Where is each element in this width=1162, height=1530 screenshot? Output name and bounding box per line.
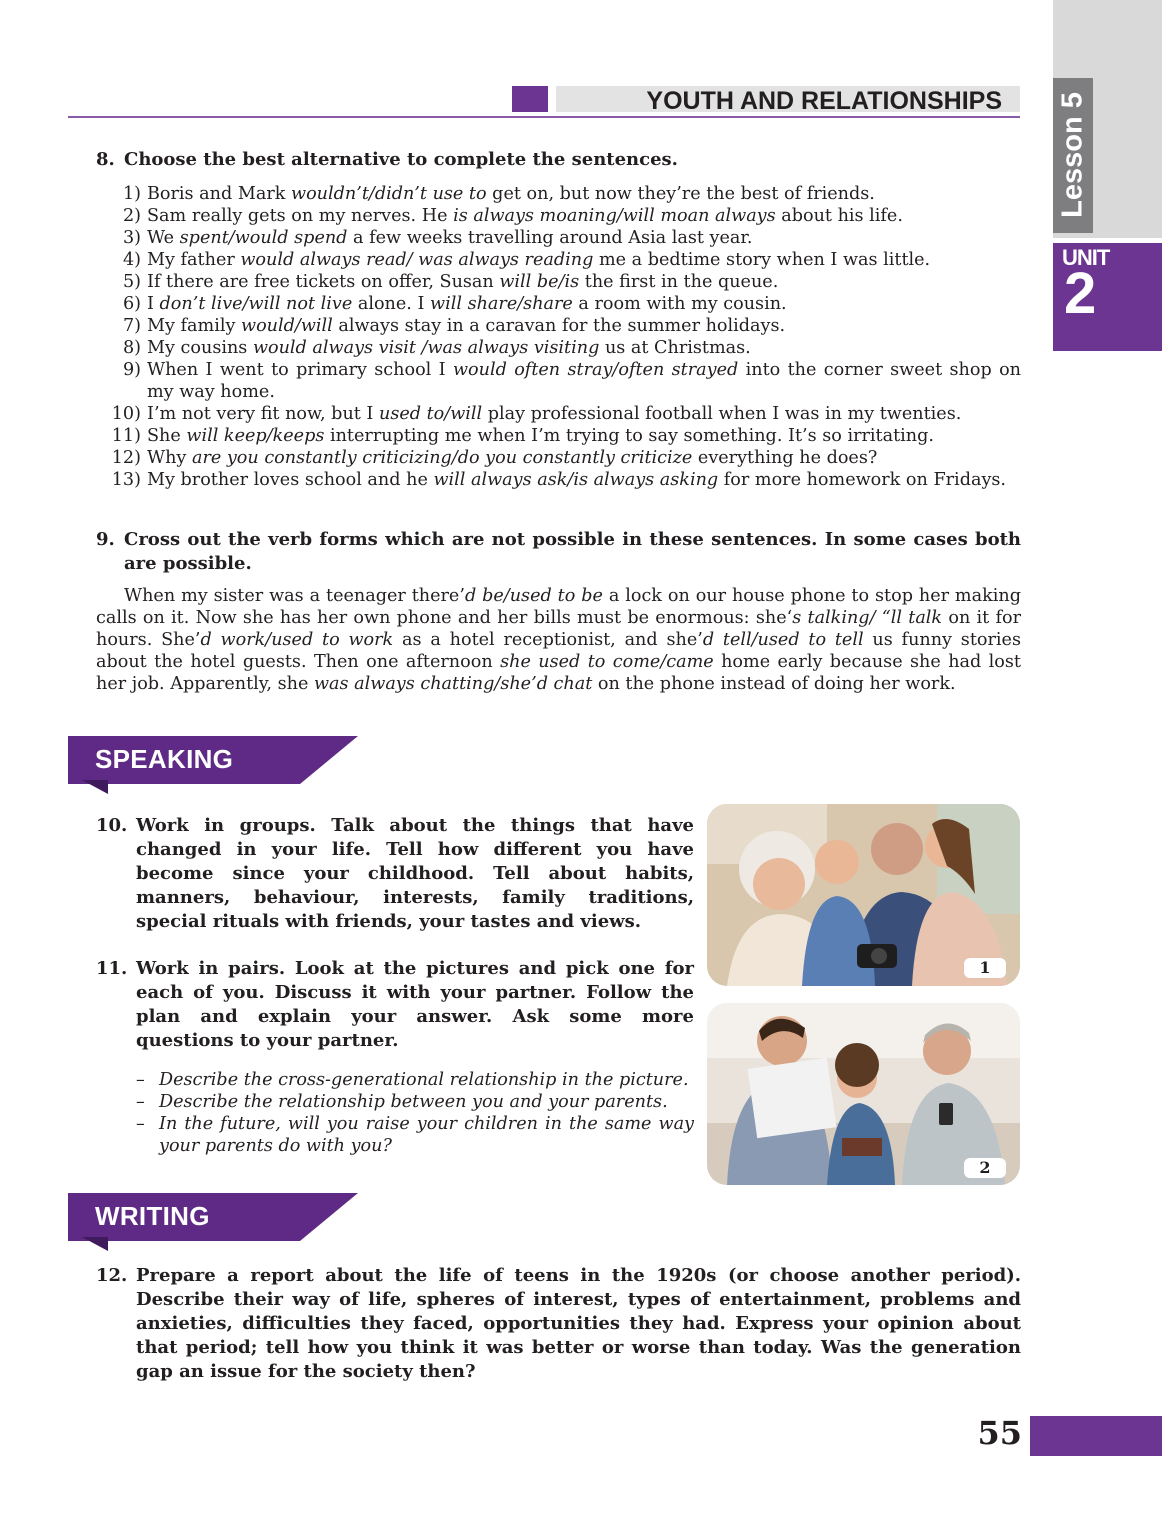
item-number: 6)	[122, 294, 141, 314]
item-text: I’m not very fit now, but I	[147, 404, 379, 424]
verb-choice: would often stray/often strayed	[452, 360, 739, 380]
item-text: I	[147, 294, 160, 314]
exercise-number: 12.	[96, 1265, 128, 1286]
exercise-instruction: Choose the best alternative to complete the sentences.	[124, 149, 678, 170]
item-text: for more homework on Fridays.	[718, 470, 1007, 490]
item-text: play professional football when I was in my twenties.	[482, 404, 962, 424]
item-number: 3)	[122, 228, 141, 248]
item-text: Sam really gets on my nerves. He	[147, 206, 454, 226]
item-text: Why	[147, 448, 192, 468]
verb-choice: spent/would spend	[179, 228, 348, 248]
exercise-number: 10.	[96, 815, 128, 836]
item-text: My cousins	[147, 338, 253, 358]
exercise-number: 9.	[96, 529, 115, 550]
exercise-8-item	[96, 205, 1021, 227]
exercise-instruction: Work in pairs. Look at the pictures and pick one for each of you. Discuss it with your partner. Follow the plan and explain your answer. Ask some more questions to your partner.	[136, 958, 694, 1051]
exercise-instruction: Cross out the verb forms which are not possible in these sentences. In some cases both are possible.	[124, 529, 1021, 574]
header-rule	[68, 116, 1020, 118]
item-text: me a bedtime story when I was little.	[593, 250, 931, 270]
item-number: 10)	[111, 404, 141, 424]
verb-choice: don’t live/will not live	[159, 294, 353, 314]
exercise-number: 8.	[96, 149, 115, 170]
item-number: 8)	[122, 338, 141, 358]
page-number-bar	[1030, 1416, 1162, 1456]
page-number: 55	[977, 1414, 1022, 1452]
verb-choice: s talking/ “ll talk	[792, 608, 943, 628]
verb-choice: is always moaning/will moan always	[453, 206, 776, 226]
item-number: 2)	[122, 206, 141, 226]
verb-choice: used to/will	[378, 404, 483, 424]
item-number: 9)	[122, 360, 141, 380]
exercise-10	[96, 814, 694, 934]
photo-number-badge: 1	[964, 958, 1006, 978]
exercise-8-item	[96, 425, 1021, 447]
exercise-8-item	[96, 183, 1021, 205]
item-text: a room with my cousin.	[572, 294, 787, 314]
writing-section-banner	[68, 1193, 358, 1253]
verb-choice: will be/is	[499, 272, 580, 292]
unit-label: UNIT	[1062, 245, 1110, 270]
section-label: SPEAKING	[95, 744, 234, 774]
plan-item: – Describe the cross-generational relationship in the picture.	[136, 1070, 689, 1090]
exercise-11	[96, 957, 694, 1053]
exercise-number: 11.	[96, 958, 128, 979]
verb-choice: wouldn’t/didn’t use to	[291, 184, 487, 204]
exercise-9-title	[96, 528, 1021, 576]
item-text: If there are free tickets on offer, Susan	[147, 272, 500, 292]
item-text: We	[147, 228, 180, 248]
item-text: about his life.	[775, 206, 903, 226]
exercise-8-list	[96, 183, 1021, 491]
header-accent-square	[512, 86, 548, 112]
plan-item: – In the future, will you raise your children in the same way your parents do with you?	[136, 1114, 694, 1156]
item-number: 5)	[122, 272, 141, 292]
lesson-label: Lesson 5	[1056, 92, 1089, 218]
exercise-8-item	[96, 227, 1021, 249]
item-text: the first in the queue.	[579, 272, 779, 292]
item-text: everything he does?	[692, 448, 878, 468]
exercise-8-item	[96, 447, 1021, 469]
family-photo-1	[707, 804, 1020, 986]
verb-choice: d tell/used to tell	[702, 630, 864, 650]
item-text: interrupting me when I’m trying to say something. It’s so irritating.	[324, 426, 934, 446]
exercise-8-item	[96, 337, 1021, 359]
verb-choice: would/will	[241, 316, 333, 336]
exercise-8-item	[96, 271, 1021, 293]
item-text: always stay in a caravan for the summer holidays.	[332, 316, 786, 336]
exercise-11-plan	[136, 1069, 694, 1157]
verb-choice: she used to come/came	[500, 652, 714, 672]
verb-choice: will always ask/is always asking	[433, 470, 719, 490]
item-text: When I went to primary school I	[147, 360, 453, 380]
item-number: 11)	[111, 426, 141, 446]
exercise-8-item	[96, 249, 1021, 271]
page-title: YOUTH AND RELATIONSHIPS	[646, 87, 1002, 115]
verb-choice: will keep/keeps	[186, 426, 325, 446]
section-label: WRITING	[95, 1201, 210, 1231]
item-number: 7)	[122, 316, 141, 336]
exercise-8-item	[96, 359, 1021, 403]
exercise-12	[96, 1264, 1021, 1384]
item-text: get on, but now they’re the best of friends.	[486, 184, 875, 204]
item-text: into the corner sweet shop on my way home.	[147, 360, 1022, 402]
exercise-8-item	[96, 315, 1021, 337]
exercise-8-item	[96, 469, 1021, 491]
verb-choice: are you constantly criticizing/do you constantly criticize	[191, 448, 693, 468]
item-text: us at Christmas.	[599, 338, 751, 358]
item-text: a few weeks travelling around Asia last year.	[347, 228, 753, 248]
unit-number: 2	[1064, 261, 1097, 326]
verb-choice: d be/used to be	[464, 586, 603, 606]
exercise-instruction: Work in groups. Talk about the things that have changed in your life. Tell how different you have become since your childhood. Tell about habits, manners, behaviour, interests, family traditions, special rituals with friends, your tastes and views.	[136, 815, 694, 932]
verb-choice: d work/used to work	[200, 630, 394, 650]
exercise-instruction: Prepare a report about the life of teens in the 1920s (or choose another period). Describe their way of life, spheres of interest, types of entertainment, problems and anxieties, difficulties they faced, opportunities they had. Express your opinion about that period; tell how you think it was better or worse than today. Was the generation gap an issue for the society then?	[136, 1265, 1021, 1382]
item-text: Boris and Mark	[147, 184, 292, 204]
exercise-8-title	[96, 148, 1021, 172]
verb-choice: was always chatting/she’d chat	[313, 674, 593, 694]
item-text: My family	[147, 316, 242, 336]
verb-choice: will share/share	[430, 294, 573, 314]
exercise-9-paragraph: When my sister was a teenager there’d be/used to be a lock on our house phone to stop her making calls on it. Now she has her own phone and her bills must be enormous: she‘s talking/ “ll talk on it for hours. She’d work/used to work as a hotel receptionist, and she’d tell/used to tell us funny stories about the hotel guests. Then one afternoon she used to come/came home early because she had lost her job. Apparently, she was always chatting/she’d chat on the phone instead of doing her work.	[96, 586, 1021, 694]
item-text: My brother loves school and he	[147, 470, 434, 490]
item-text: alone. I	[352, 294, 431, 314]
item-text: She	[147, 426, 187, 446]
exercise-8-item	[96, 293, 1021, 315]
plan-item: – Describe the relationship between you and your parents.	[136, 1092, 668, 1112]
item-number: 12)	[111, 448, 141, 468]
verb-choice: would always read/ was always reading	[240, 250, 594, 270]
item-number: 1)	[122, 184, 141, 204]
verb-choice: would always visit /was always visiting	[252, 338, 600, 358]
item-number: 13)	[111, 470, 141, 490]
photo-number-badge: 2	[964, 1158, 1006, 1178]
item-text: My father	[147, 250, 241, 270]
exercise-8-item	[96, 403, 1021, 425]
speaking-section-banner	[68, 736, 358, 796]
item-number: 4)	[122, 250, 141, 270]
family-photo-2	[707, 1003, 1020, 1185]
